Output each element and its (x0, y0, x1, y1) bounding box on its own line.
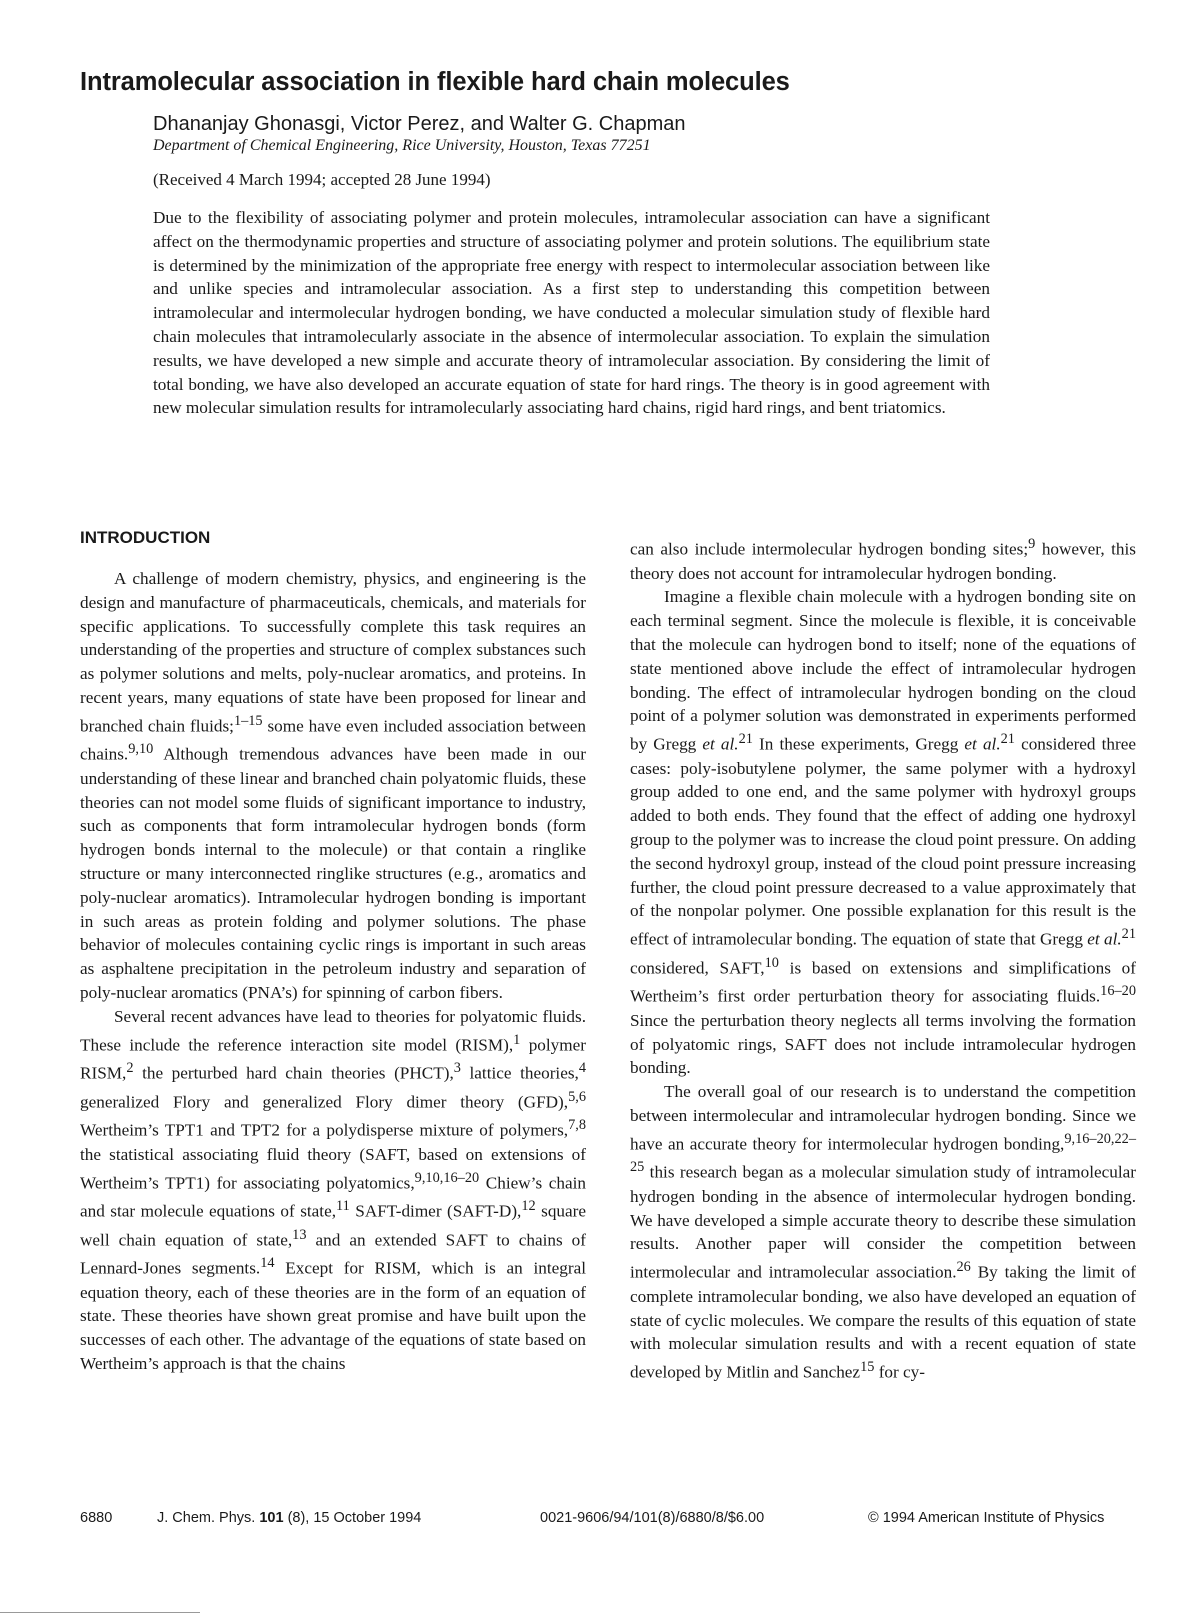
text-run: square well chain equation of state, (80, 1201, 587, 1250)
journal-citation (157, 1510, 421, 1526)
article-title: Intramolecular association in flexible hard chain molecules (80, 68, 790, 96)
bottom-rule (0, 1612, 200, 1613)
text-run: and an extended SAFT to chains of Lennard-Jones segments. (80, 1230, 586, 1278)
text-run: some have even included association between chains. (80, 716, 586, 765)
reference-citation: 4 (578, 1060, 586, 1077)
reference-citation: 1–15 (233, 712, 263, 729)
received-dates: (Received 4 March 1994; accepted 28 June 1994) (153, 170, 491, 189)
journal-volume: 101 (259, 1510, 284, 1526)
reference-citation: 21 (738, 731, 753, 748)
paragraph (80, 1005, 586, 1376)
reference-citation: 2 (126, 1060, 134, 1077)
paragraph (630, 1080, 1136, 1385)
reference-citation: 9,16–20,22–25 (630, 1130, 1136, 1176)
reference-citation: 7,8 (568, 1117, 586, 1134)
text-run: the statistical associating fluid theory (SAFT, based on extensions of Wertheim’s TPT1) for associating polyatomics, (80, 1144, 586, 1193)
text-run: Several recent advances have lead to theories for polyatomic fluids. These include the reference interaction site model (RISM), (80, 1006, 586, 1055)
abstract: Due to the flexibility of associating polymer and protein molecules, intramolecular association can have a significant affect on the thermodynamic properties and structure of associating polymer and protein solutions. The equilibrium state is determined by the minimization of the appropriate free energy with respect to intermolecular association between like and unlike species and intramolecular association. As a first step to understanding this competition between intramolecular and intermolecular hydrogen bonding, we have conducted a molecular simulation study of flexible hard chain molecules that intramolecularly associate in the absence of intermolecular association. To explain the simulation results, we have developed a new simple and accurate theory of intramolecular association. By considering the limit of total bonding, we have also developed an accurate equation of state for hard rings. The theory is in good agreement with new molecular simulation results for intramolecularly associating hard chains, rigid hard rings, and bent triatomics. (153, 208, 990, 418)
reference-citation: 21 (1000, 731, 1015, 748)
reference-citation: 1 (513, 1031, 521, 1048)
text-run: In these experiments, Gregg (752, 734, 965, 754)
article-code: 0021-9606/94/101(8)/6880/8/$6.00 (540, 1510, 765, 1526)
left-column (80, 527, 586, 1376)
text-run: SAFT-dimer (SAFT-D), (349, 1201, 522, 1221)
text-run: is based on extensions and simplifications of Wertheim’s first order perturbation theory for associating fluids. (630, 958, 1136, 1007)
text-run: considered three cases: poly-isobutylene polymer, the same polymer with a hydroxyl group added to one end, and the same polymer with hydroxyl groups added to both ends. They found that the effect of adding one hydroxyl group to the polymer was to increase the cloud point pressure. On adding the second hydroxyl group, instead of the cloud point pressure increasing further, the cloud point pressure decreased to a value approximately that of the nonpolar polymer. One possible explanation for this result is the effect of intramolecular bonding. The equation of state that Gregg (630, 734, 1136, 949)
text-run: this research began as a molecular simulation study of intramolecular hydrogen bonding in the absence of intermolecular hydrogen bonding. We have developed a simple accurate theory to describe these simulation results. Another paper will consider the competition between intermolecular and intramolecular association. (630, 1163, 1136, 1282)
text-run: Chiew’s chain and star molecule equations of state, (80, 1173, 586, 1221)
reference-citation: 9,10,16–20 (414, 1169, 480, 1186)
page-footer (0, 1510, 1200, 1532)
reference-citation: 13 (292, 1226, 307, 1243)
right-column (630, 533, 1136, 1385)
text-run: the perturbed hard chain theories (PHCT), (133, 1063, 454, 1083)
text-run: A challenge of modern chemistry, physics, and engineering is the design and manufacture of pharmaceuticals, chemicals, and materials for specific applications. To successfully complete this task requires an understanding of the properties and structure of complex substances such as polymer solutions and melts, poly-nuclear aromatics, and proteins. In recent years, many equations of state have been proposed for linear and branched chain fluids; (80, 569, 586, 736)
author-list: Dhananjay Ghonasgi, Victor Perez, and Walter G. Chapman (153, 113, 686, 135)
reference-citation: 9,10 (128, 741, 154, 758)
text-run: polymer RISM, (80, 1035, 586, 1083)
text-run: for cy- (874, 1362, 925, 1382)
reference-citation: 15 (860, 1359, 875, 1376)
paragraph (630, 585, 1136, 1080)
text-run: Imagine a flexible chain molecule with a hydrogen bonding site on each terminal segment. Since the molecule is flexible, it is conceivable that the molecule can hydrogen bond to itself; none of the equations of state mentioned above include the effect of intramolecular hydrogen bonding. The effect of intramolecular hydrogen bonding on the cloud point of a polymer solution was demonstrated in experiments performed by Gregg (630, 587, 1136, 754)
text-run: By taking the limit of complete intramolecular bonding, we also have developed an equation of state of cyclic molecules. We compare the results of this equation of state with molecular simulation results and with a recent equation of state developed by Mitlin and Sanchez (630, 1262, 1136, 1382)
reference-citation: 10 (764, 954, 779, 971)
et-al: et al. (964, 734, 1001, 754)
journal-issue-date: (8), 15 October 1994 (283, 1510, 422, 1526)
paragraph (630, 533, 1136, 585)
text-run: Wertheim’s TPT1 and TPT2 for a polydisperse mixture of polymers, (80, 1120, 569, 1140)
affiliation: Department of Chemical Engineering, Rice University, Houston, Texas 77251 (153, 137, 651, 154)
text-run: Except for RISM, which is an integral equation theory, each of these theories are in the form of an equation of state. These theories have shown great promise and have built upon the successes of each other. The advantage of the equations of state based on Wertheim’s approach is that the chains (80, 1258, 586, 1374)
reference-citation: 9 (1028, 536, 1036, 552)
reference-citation: 5,6 (568, 1088, 586, 1105)
et-al: et al. (1087, 929, 1122, 949)
reference-citation: 12 (521, 1198, 536, 1215)
reference-citation: 3 (453, 1060, 461, 1077)
journal-name: J. Chem. Phys. (157, 1510, 260, 1526)
paragraph (80, 567, 586, 1005)
text-run: Since the perturbation theory neglects all terms involving the formation of polyatomic rings, SAFT does not include intramolecular hydrogen bonding. (630, 1010, 1136, 1078)
section-heading: INTRODUCTION (80, 528, 211, 547)
text-run: can also include intermolecular hydrogen bonding sites; (630, 539, 1029, 559)
text-run: generalized Flory and generalized Flory dimer theory (GFD), (80, 1092, 569, 1112)
text-run: considered, SAFT, (630, 958, 765, 978)
text-run: The overall goal of our research is to understand the competition between intermolecular and intramolecular hydrogen bonding. Since we have an accurate theory for intermolecular hydrogen bonding, (630, 1082, 1136, 1154)
reference-citation: 11 (336, 1198, 350, 1215)
reference-citation: 16–20 (1100, 983, 1136, 1000)
et-al: et al. (702, 734, 739, 754)
reference-citation: 14 (260, 1255, 275, 1272)
text-run: Although tremendous advances have been made in our understanding of these linear and branched chain polyatomic fluids, these theories can not model some fluids of significant importance to industry, such as components that form intramolecular hydrogen bonds (form hydrogen bonds internal to the molecule) or that contain a ringlike structure or many interconnected ringlike structures (e.g., aromatics and poly-nuclear aromatics). Intramolecular hydrogen bonding is important in such areas as protein folding and polymer solutions. The phase behavior of molecules containing cyclic rings is important in such areas as asphaltene precipitation in the petroleum industry and separation of poly-nuclear aromatics (PNA’s) for spinning of carbon fibers. (80, 745, 586, 1003)
text-run: however, this theory does not account for intramolecular hydrogen bonding. (630, 539, 1136, 583)
copyright-notice: © 1994 American Institute of Physics (868, 1510, 1105, 1526)
page-number: 6880 (80, 1510, 113, 1526)
reference-citation: 21 (1121, 926, 1136, 943)
reference-citation: 26 (956, 1259, 971, 1276)
text-run: lattice theories, (460, 1063, 579, 1083)
